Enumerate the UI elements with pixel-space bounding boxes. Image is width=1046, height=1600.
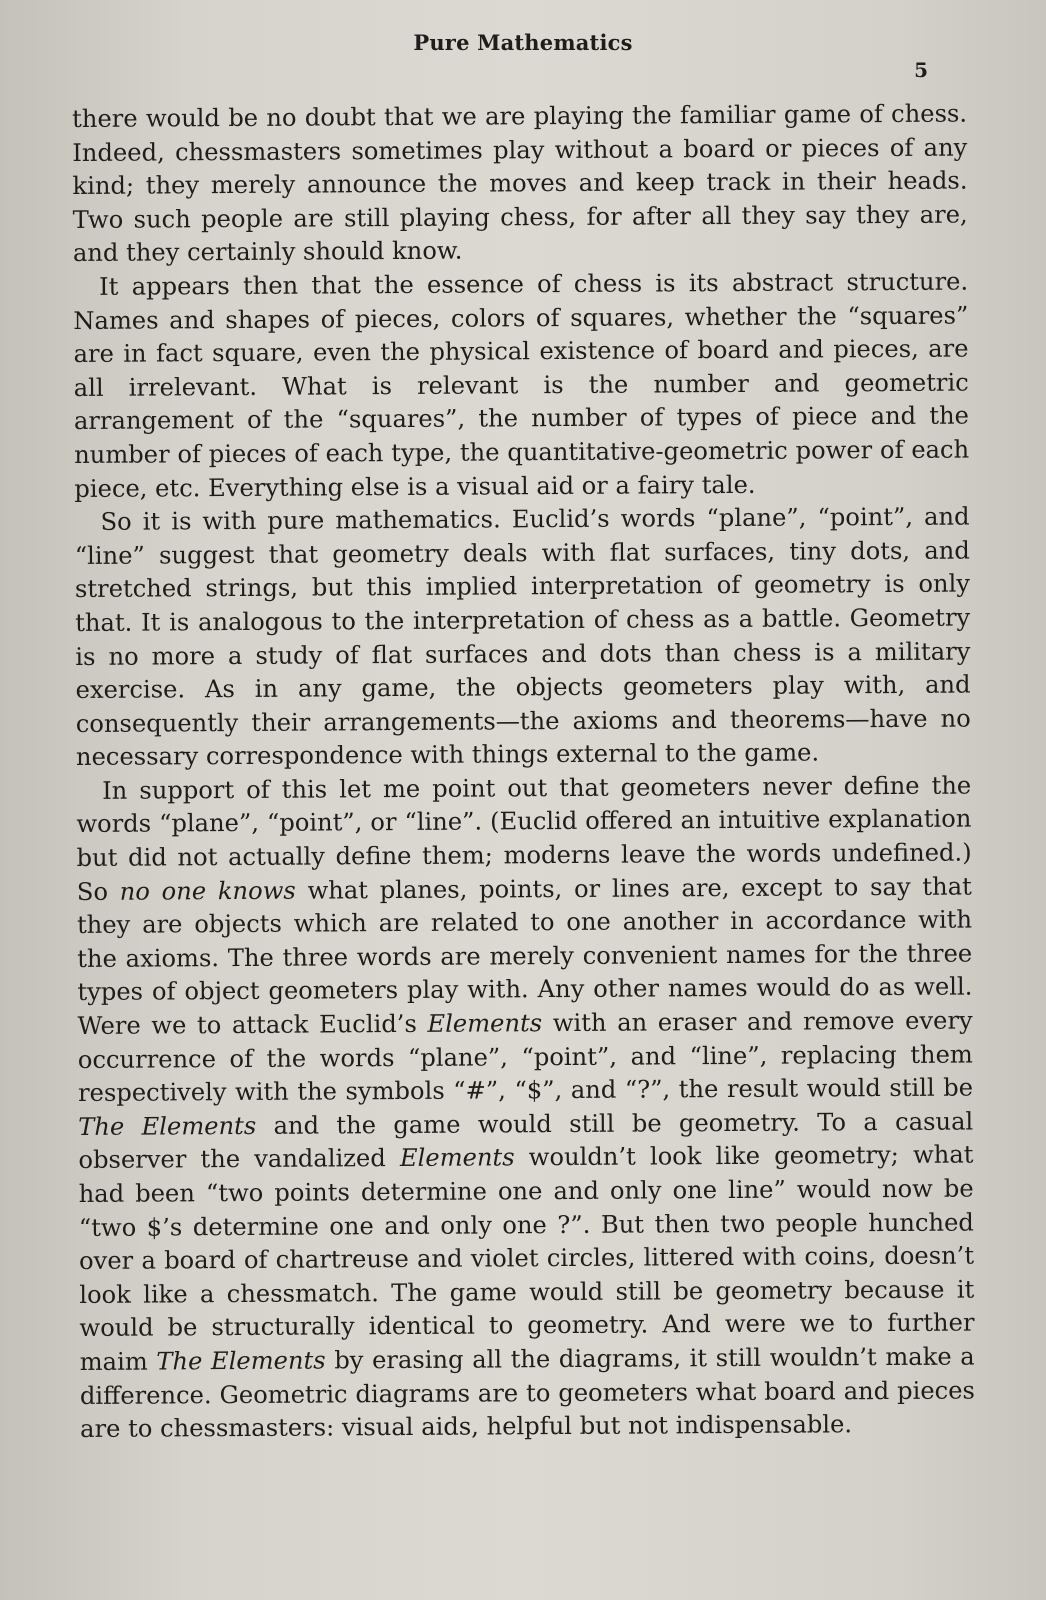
body-text bbox=[72, 98, 975, 1447]
paragraph-continued: there would be no doubt that we are playing the familiar game of chess. Indeed, chessmasters sometimes play without a board or pieces of any kind; they merely announce the moves and keep track in their heads. Two such people are still playing chess, for after all they say they are, and they certainly should know. bbox=[72, 99, 968, 268]
emphasis-the-elements: The Elements bbox=[78, 1111, 257, 1141]
emphasis-no-one-knows: no one knows bbox=[119, 876, 296, 906]
text-run: what planes, points, or lines are, except to say that they are objects which are related to one another in accordance with the axioms. The three words are merely convenient names for the three types of object geometers play with. Any other names would do as well. Were we to attack Euclid’s bbox=[76, 872, 973, 1041]
text-run: with an eraser and remove every occurrence of the words “plane”, “point”, and “line”, replacing them respectively with the symbols “#”, “$”, and “?”, the result would still be bbox=[77, 1006, 974, 1108]
page-number: 5 bbox=[914, 58, 928, 82]
emphasis-elements: Elements bbox=[399, 1143, 515, 1173]
paragraph-pure-mathematics: So it is with pure mathematics. Euclid’s words “plane”, “point”, and “line” suggest that geometry deals with flat surfaces, tiny dots, and stretched strings, but this implied interpretation of geometry is only that. It is analogous to the interpretation of chess as a battle. Geometry is no more a study of flat surfaces and dots than chess is a military exercise. As in any game, the objects geometers play with, and consequently their arrangements—the axioms and theorems—have no necessary correspondence with things external to the game. bbox=[74, 502, 971, 772]
text-run: and the game would still be geometry. To a casual observer the vandalized bbox=[78, 1107, 974, 1175]
text-run: by erasing all the diagrams, it still wouldn’t make a difference. Geometric diagrams are to geometers what board and pieces are to chessmasters: visual aids, helpful but not indispensable. bbox=[79, 1342, 975, 1444]
emphasis-the-elements: The Elements bbox=[156, 1346, 326, 1376]
paragraph-essence-of-chess: It appears then that the essence of chess is its abstract structure. Names and shapes of pieces, colors of squares, whether the “squares” are in fact square, even the physical existence of board and pieces, are all irrelevant. What is relevant is the number and geometric arrangement of the “squares”, the number of types of piece and the number of pieces of each type, the quantitative-geometric power of each piece, etc. Everything else is a visual aid or a fairy tale. bbox=[73, 267, 970, 503]
running-head: Pure Mathematics bbox=[413, 30, 633, 55]
paragraph-undefined-terms bbox=[76, 769, 975, 1446]
text-run: In support of this let me point out that geometers never define the words “plane”, “point”, or “line”. (Euclid offered an intuitive explanation but did not actually define them; moderns leave the words undefined.) So bbox=[76, 771, 972, 906]
text-run: wouldn’t look like geometry; what had been “two points determine one and only one line” would now be “two $’s determine one and only one ?”. But then two people hunched over a board of chartreuse and violet circles, littered with coins, doesn’t look like a chessmatch. The game would still be geometry because it would be structurally identical to geometry. And were we to further maim bbox=[78, 1140, 975, 1376]
emphasis-elements: Elements bbox=[427, 1009, 543, 1038]
